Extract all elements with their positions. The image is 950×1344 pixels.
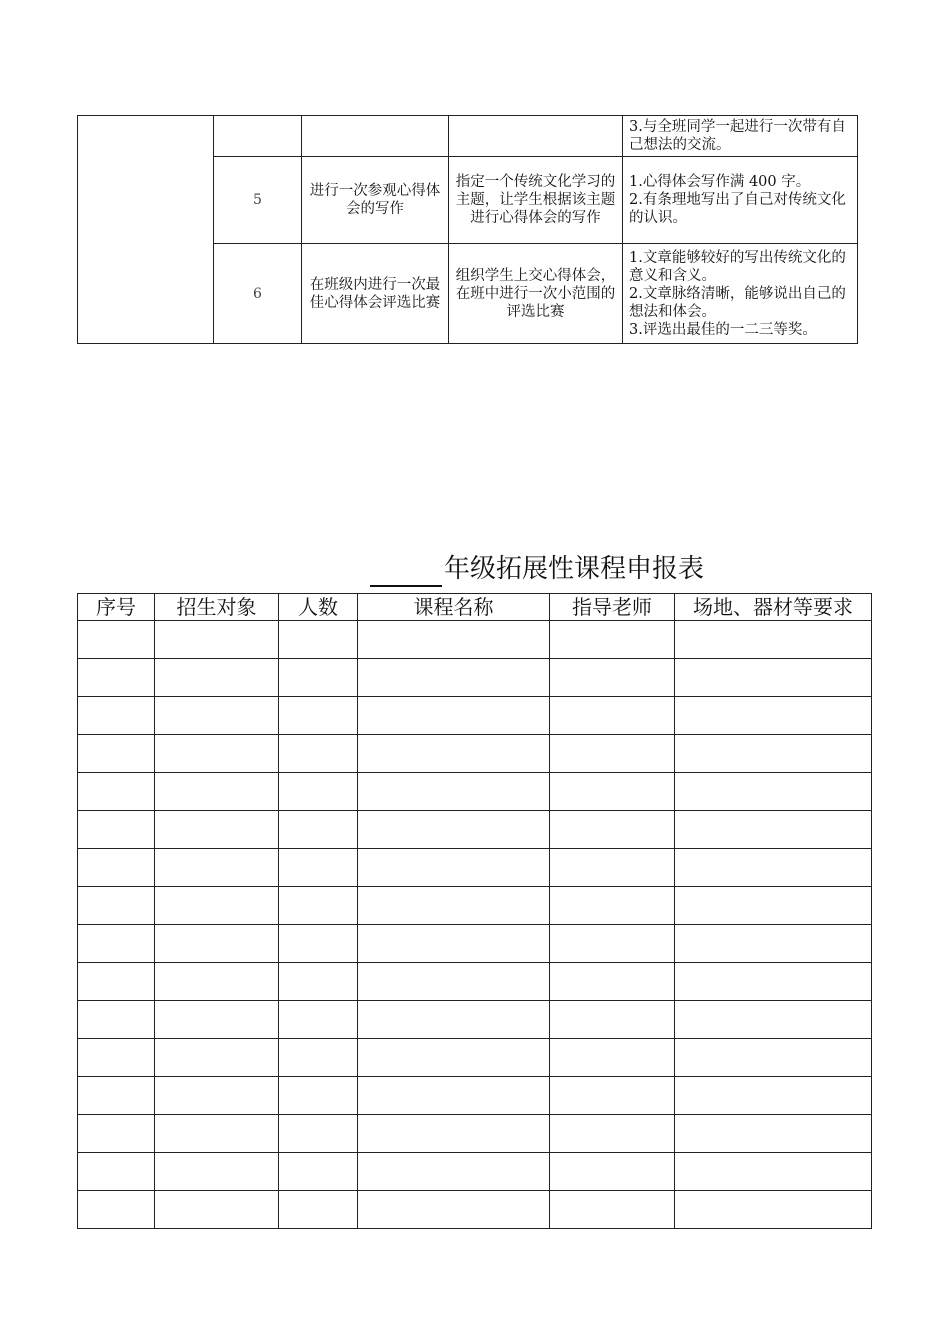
form-cell (78, 773, 155, 811)
form-cell (675, 1115, 872, 1153)
form-cell (358, 849, 550, 887)
form-cell (78, 963, 155, 1001)
column-header-count: 人数 (279, 594, 358, 621)
form-cell (550, 773, 675, 811)
form-cell (155, 621, 279, 659)
form-cell (78, 1191, 155, 1229)
column-header-target: 招生对象 (155, 594, 279, 621)
form-cell (675, 849, 872, 887)
form-cell (155, 659, 279, 697)
grade-blank-line (370, 557, 442, 587)
form-cell (675, 1001, 872, 1039)
method-cell: 指定一个传统文化学习的主题，让学生根据该主题进行心得体会的写作 (449, 157, 623, 244)
form-cell (675, 735, 872, 773)
form-row (78, 811, 872, 849)
form-row (78, 1191, 872, 1229)
form-cell (550, 811, 675, 849)
form-cell (279, 773, 358, 811)
form-cell (155, 773, 279, 811)
criteria-text: 3.与全班同学一起进行一次带有自己想法的交流。 (629, 119, 846, 153)
form-row (78, 849, 872, 887)
form-cell (358, 811, 550, 849)
form-cell (675, 1039, 872, 1077)
form-cell (279, 1077, 358, 1115)
number-cell (214, 116, 302, 157)
criteria-item: 1.心得体会写作满 400 字。 (629, 174, 811, 190)
form-cell (675, 925, 872, 963)
form-cell (675, 697, 872, 735)
form-cell (279, 1039, 358, 1077)
form-cell (78, 659, 155, 697)
form-cell (675, 1191, 872, 1229)
form-cell (550, 1153, 675, 1191)
form-cell (78, 811, 155, 849)
form-cell (358, 773, 550, 811)
form-cell (358, 697, 550, 735)
activity-cell: 进行一次参观心得体会的写作 (302, 157, 449, 244)
form-cell (358, 925, 550, 963)
criteria-item: 2.文章脉络清晰，能够说出自己的想法和体会。 (629, 285, 846, 320)
form-cell (279, 887, 358, 925)
form-cell (279, 659, 358, 697)
form-cell (550, 887, 675, 925)
activity-cell (302, 116, 449, 157)
form-cell (675, 887, 872, 925)
number-cell: 6 (214, 244, 302, 344)
form-cell (675, 1077, 872, 1115)
form-title (370, 551, 790, 587)
form-row (78, 925, 872, 963)
form-cell (550, 963, 675, 1001)
form-cell (155, 963, 279, 1001)
form-cell (550, 735, 675, 773)
form-cell (279, 925, 358, 963)
form-cell (155, 1039, 279, 1077)
form-row (78, 1153, 872, 1191)
form-cell (155, 811, 279, 849)
form-cell (358, 659, 550, 697)
form-row (78, 963, 872, 1001)
form-cell (358, 1153, 550, 1191)
form-row (78, 621, 872, 659)
form-row (78, 659, 872, 697)
form-cell (78, 621, 155, 659)
form-cell (78, 1153, 155, 1191)
form-cell (155, 1077, 279, 1115)
column-header-course-name: 课程名称 (358, 594, 550, 621)
form-cell (279, 1153, 358, 1191)
form-cell (550, 1039, 675, 1077)
form-cell (675, 659, 872, 697)
form-cell (550, 1001, 675, 1039)
form-cell (155, 735, 279, 773)
form-cell (78, 735, 155, 773)
form-row (78, 697, 872, 735)
form-cell (155, 697, 279, 735)
column-header-requirements: 场地、器材等要求 (675, 594, 872, 621)
form-cell (279, 1001, 358, 1039)
form-cell (550, 1077, 675, 1115)
method-cell (449, 116, 623, 157)
form-cell (358, 621, 550, 659)
form-cell (358, 1039, 550, 1077)
form-cell (155, 1001, 279, 1039)
activity-cell: 在班级内进行一次最佳心得体会评选比赛 (302, 244, 449, 344)
form-row (78, 1039, 872, 1077)
criteria-cell (623, 244, 858, 344)
form-cell (358, 1191, 550, 1229)
form-cell (550, 925, 675, 963)
form-cell (279, 811, 358, 849)
form-cell (550, 1115, 675, 1153)
form-cell (78, 849, 155, 887)
form-row (78, 735, 872, 773)
column-header-serial: 序号 (78, 594, 155, 621)
form-cell (358, 1115, 550, 1153)
form-row (78, 1115, 872, 1153)
criteria-cell (623, 157, 858, 244)
form-cell (358, 735, 550, 773)
form-row (78, 1077, 872, 1115)
form-cell (675, 811, 872, 849)
form-cell (78, 1115, 155, 1153)
form-cell (675, 621, 872, 659)
form-cell (675, 963, 872, 1001)
form-cell (279, 849, 358, 887)
form-cell (155, 887, 279, 925)
form-cell (550, 1191, 675, 1229)
form-cell (155, 849, 279, 887)
activity-plan-table (77, 115, 858, 344)
form-cell (675, 1153, 872, 1191)
form-cell (155, 1153, 279, 1191)
form-cell (550, 849, 675, 887)
column-header-instructor: 指导老师 (550, 594, 675, 621)
form-cell (78, 1077, 155, 1115)
form-cell (78, 887, 155, 925)
criteria-cell (623, 116, 858, 157)
form-cell (675, 773, 872, 811)
merged-category-cell (78, 116, 214, 344)
form-cell (155, 925, 279, 963)
criteria-item: 2.有条理地写出了自己对传统文化的认识。 (629, 192, 846, 226)
form-cell (279, 621, 358, 659)
form-cell (550, 659, 675, 697)
criteria-item: 1.文章能够较好的写出传统文化的意义和含义。 (629, 249, 846, 284)
form-cell (279, 1115, 358, 1153)
form-cell (358, 1001, 550, 1039)
method-cell: 组织学生上交心得体会，在班中进行一次小范围的评选比赛 (449, 244, 623, 344)
form-cell (279, 1191, 358, 1229)
form-cell (279, 963, 358, 1001)
form-cell (78, 1039, 155, 1077)
form-cell (78, 697, 155, 735)
form-title-text: 年级拓展性课程申报表 (444, 554, 705, 584)
form-cell (155, 1191, 279, 1229)
form-cell (550, 621, 675, 659)
table-row (78, 116, 858, 157)
form-cell (358, 963, 550, 1001)
number-cell: 5 (214, 157, 302, 244)
header-row (78, 594, 872, 621)
form-cell (279, 697, 358, 735)
form-cell (279, 735, 358, 773)
form-cell (155, 1115, 279, 1153)
form-cell (358, 1077, 550, 1115)
form-cell (78, 1001, 155, 1039)
form-cell (78, 925, 155, 963)
form-row (78, 887, 872, 925)
form-row (78, 773, 872, 811)
course-application-table (77, 593, 872, 1229)
form-cell (358, 887, 550, 925)
form-row (78, 1001, 872, 1039)
form-body (78, 621, 872, 1229)
form-cell (550, 697, 675, 735)
criteria-item: 3.评选出最佳的一二三等奖。 (629, 321, 817, 338)
